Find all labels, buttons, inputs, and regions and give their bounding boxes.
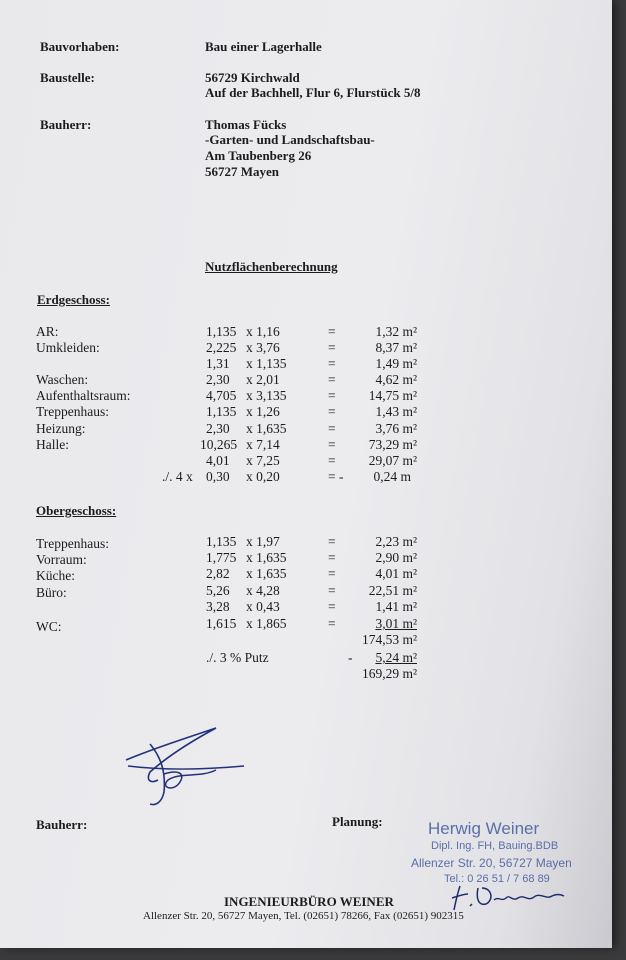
project-label: Bauvorhaben:: [40, 39, 120, 54]
room-label: Aufenthaltsraum:: [36, 388, 131, 403]
equals-sign: =: [328, 534, 336, 549]
site-line: Auf der Bachhell, Flur 6, Flurstück 5/8: [205, 85, 421, 100]
project-value: Bau einer Lagerhalle: [205, 39, 322, 54]
site-line: 56729 Kirchwald: [205, 70, 300, 85]
client-line: Am Taubenberg 26: [205, 148, 312, 163]
office-address: Allenzer Str. 20, 56727 Mayen, Tel. (02651) 78266, Fax (02651) 902315: [143, 910, 464, 922]
room-label: AR:: [36, 324, 59, 339]
ground-floor-heading: Erdgeschoss:: [37, 292, 110, 307]
client-signature: [120, 722, 250, 812]
grand-total: 169,29 m²: [361, 666, 417, 681]
equals-sign: =: [328, 453, 336, 468]
stamp-name: Herwig Weiner: [428, 819, 540, 838]
room-label: Treppenhaus:: [36, 404, 109, 419]
stamp-phone: Tel.: 0 26 51 / 7 68 89: [444, 873, 550, 885]
dimension-b: x 3,135: [246, 388, 287, 403]
room-label: Büro:: [36, 585, 67, 600]
area-result: 1,41 m²: [375, 599, 417, 614]
equals-sign: =: [328, 550, 336, 565]
room-label: WC:: [36, 619, 62, 634]
area-result: 2,90 m²: [375, 550, 417, 565]
subtotal: 174,53 m²: [361, 632, 417, 647]
area-result: 3,01 m²: [375, 616, 417, 631]
dimension-a: 4,01: [206, 453, 230, 468]
dimension-a: 1,135: [206, 404, 237, 419]
planner-signature: [448, 882, 568, 916]
area-result: 1,43 m²: [375, 404, 417, 419]
dimension-b: x 1,16: [246, 324, 280, 339]
equals-sign: =: [328, 583, 336, 598]
dimension-b: x 7,25: [246, 453, 280, 468]
client-line: -Garten- und Landschaftsbau-: [205, 132, 375, 147]
dimension-a: 4,705: [206, 388, 237, 403]
area-result: 29,07 m²: [368, 453, 417, 468]
stamp-address: Allenzer Str. 20, 56727 Mayen: [411, 856, 572, 870]
equals-sign: =: [328, 356, 336, 371]
client-line: Thomas Fücks: [205, 117, 287, 132]
equals-sign: =: [328, 324, 336, 339]
planner-signature-label: Planung:: [332, 814, 383, 829]
equals-sign: =: [328, 404, 336, 419]
room-label: Halle:: [36, 437, 69, 452]
area-result: 73,29 m²: [368, 437, 417, 452]
equals-sign: =: [328, 566, 336, 581]
dimension-b: x 1,635: [246, 421, 287, 436]
dimension-a: 2,225: [206, 340, 237, 355]
area-result: 3,76 m²: [375, 421, 417, 436]
area-result: 2,23 m²: [375, 534, 417, 549]
room-label: Treppenhaus:: [36, 536, 109, 551]
dimension-b: x 1,97: [246, 534, 280, 549]
client-label: Bauherr:: [40, 117, 92, 132]
room-label: Heizung:: [36, 421, 86, 436]
client-line: 56727 Mayen: [205, 164, 280, 179]
area-result: 8,37 m²: [375, 340, 417, 355]
equals-sign: =: [328, 372, 336, 387]
dimension-a: 2,30: [206, 372, 230, 387]
plaster-value: 5,24 m²: [375, 650, 417, 665]
dimension-b: x 7,14: [246, 437, 280, 452]
plaster-op: -: [348, 650, 353, 665]
dimension-b: x 0,20: [246, 469, 280, 484]
dimension-a: 1,615: [206, 616, 237, 631]
dimension-a: 2,30: [206, 421, 230, 436]
area-result: 4,62 m²: [375, 372, 417, 387]
dimension-b: x 2,01: [246, 372, 280, 387]
dimension-b: x 1,26: [246, 404, 280, 419]
site-label: Baustelle:: [40, 70, 95, 85]
dimension-b: x 1,865: [246, 616, 287, 631]
dimension-a: 5,26: [206, 583, 230, 598]
area-result: 0,24 m: [373, 469, 411, 484]
dimension-b: x 1,135: [246, 356, 287, 371]
dimension-a: 1,135: [206, 534, 237, 549]
dimension-a: 3,28: [206, 599, 230, 614]
room-label: Waschen:: [36, 372, 89, 387]
room-label: Küche:: [36, 568, 75, 583]
dimension-b: x 1,635: [246, 566, 287, 581]
dimension-a: 1,31: [206, 356, 230, 371]
room-label: Umkleiden:: [36, 340, 100, 355]
stamp-title: Dipl. Ing. FH, Bauing.BDB: [431, 840, 559, 852]
dimension-b: x 3,76: [246, 340, 280, 355]
area-result: 14,75 m²: [368, 388, 417, 403]
equals-sign: =: [328, 437, 336, 452]
equals-sign: =: [328, 616, 336, 631]
equals-sign: =: [328, 340, 336, 355]
area-result: 22,51 m²: [368, 583, 417, 598]
office-name: INGENIEURBÜRO WEINER: [224, 894, 394, 909]
equals-sign: =: [328, 388, 336, 403]
dimension-b: x 0,43: [246, 599, 280, 614]
dimension-a: 1,135: [206, 324, 237, 339]
dimension-a: 1,775: [206, 550, 237, 565]
deduction-prefix: ./. 4 x: [162, 469, 193, 484]
dimension-b: x 4,28: [246, 583, 280, 598]
plaster-label: ./. 3 % Putz: [206, 650, 269, 665]
area-result: 1,32 m²: [375, 324, 417, 339]
equals-sign: =: [328, 599, 336, 614]
client-signature-label: Bauherr:: [36, 817, 88, 832]
dimension-a: 10,265: [200, 437, 238, 452]
dimension-b: x 1,635: [246, 550, 287, 565]
area-result: 4,01 m²: [375, 566, 417, 581]
room-label: Vorraum:: [36, 552, 87, 567]
upper-floor-heading: Obergeschoss:: [36, 503, 117, 518]
dimension-a: 2,82: [206, 566, 230, 581]
dimension-a: 0,30: [206, 469, 230, 484]
equals-sign: = -: [328, 469, 344, 484]
page-title: Nutzflächenberechnung: [205, 259, 338, 274]
equals-sign: =: [328, 421, 336, 436]
area-result: 1,49 m²: [375, 356, 417, 371]
